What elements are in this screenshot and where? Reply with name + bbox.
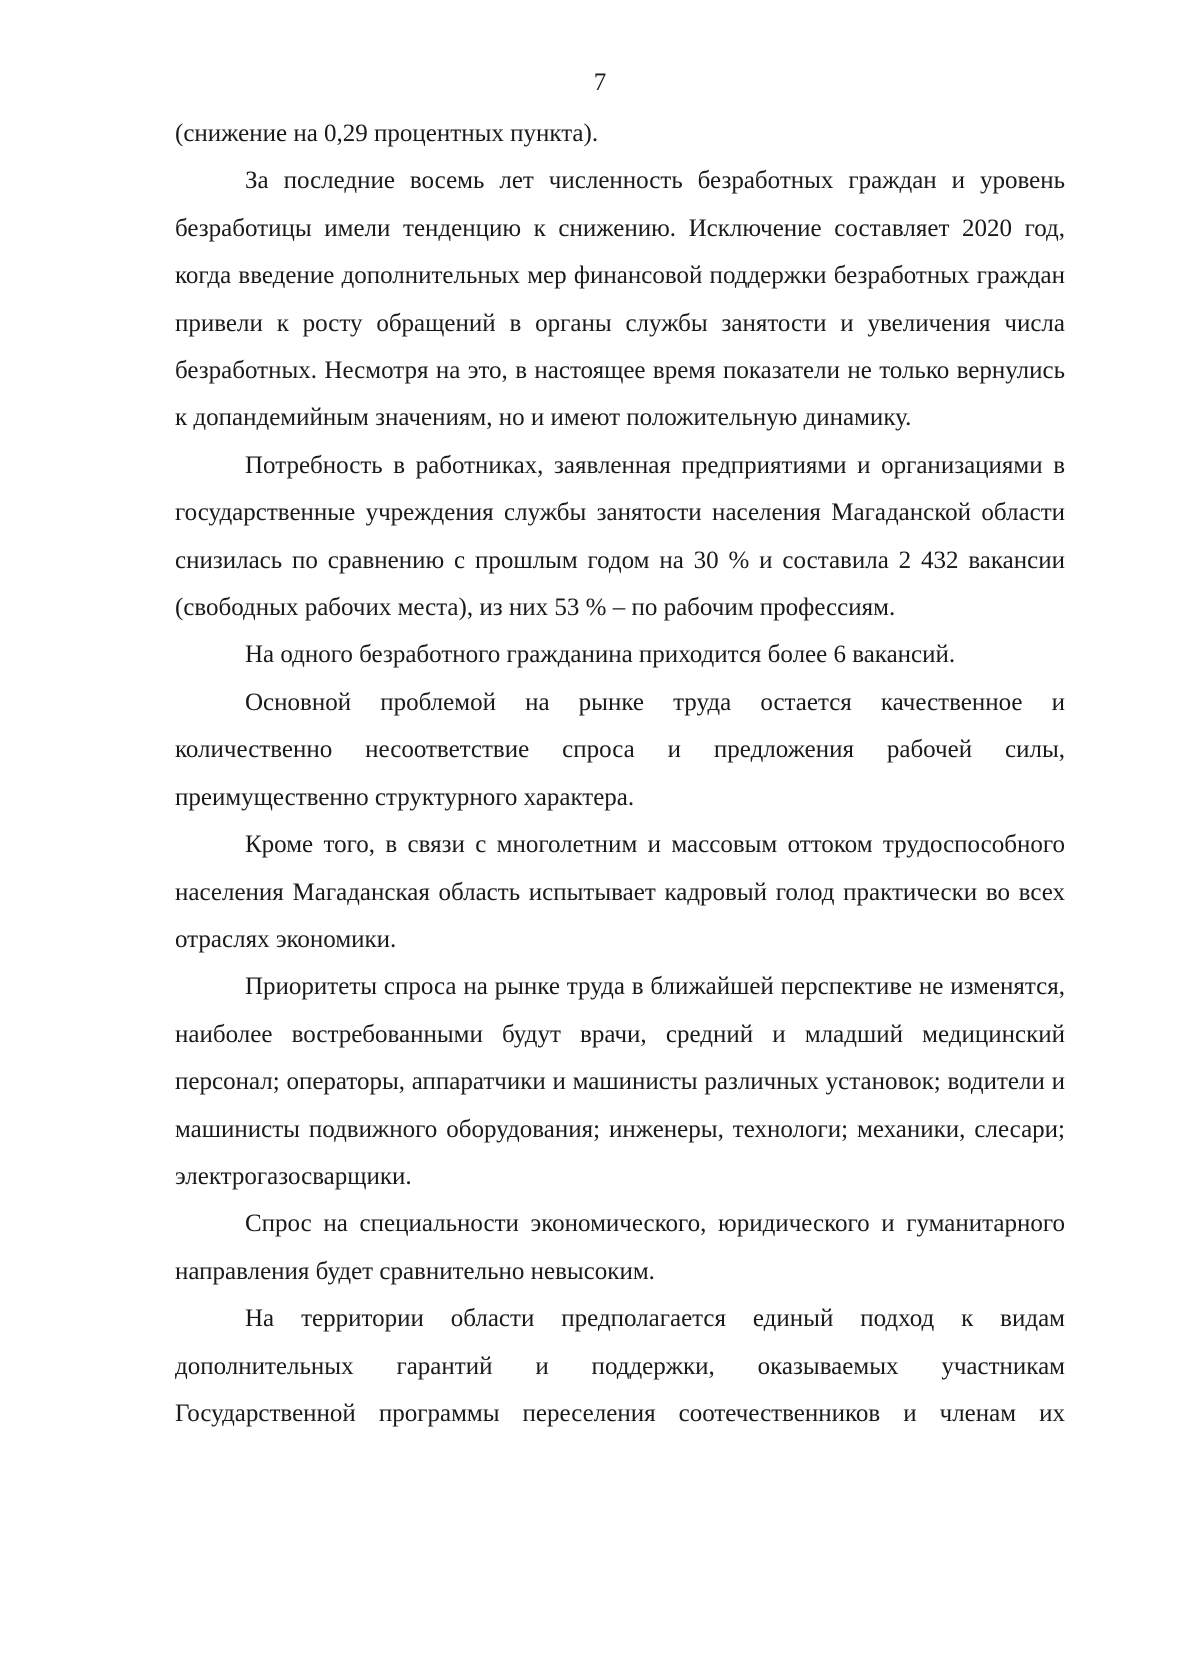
paragraph-vacancies-per-unemployed: На одного безработного гражданина приходится более 6 вакансий. [245, 641, 956, 669]
paragraph-main-problem: Основной проблемой на рынке труда остается качественное и количественно несоответствие спроса и предложения рабочей силы, преимущественно структурного характера. [175, 688, 1065, 811]
paragraph-continuation: (снижение на 0,29 процентных пункта). [175, 120, 599, 147]
paragraph-worker-demand: Потребность в работниках, заявленная предприятиями и организациями в государственные учреждения службы занятости населения Магаданской области снизилась по сравнению с прошлым годом на 30 % и составила 2 432 вакансии (свободных рабочих места), из них 53 % – по рабочим профессиям. [175, 451, 1065, 622]
page-number: 7 [593, 69, 607, 96]
paragraph-demand-priorities: Приоритеты спроса на рынке труда в ближайшей перспективе не изменятся, наиболее востребованными будут врачи, средний и младший медицинский персонал; операторы, аппаратчики и машинисты различных установок; водители и машинисты подвижного оборудования; инженеры, технологи; механики, слесари; электрогазосварщики. [175, 973, 1065, 1190]
paragraph-unemployment-trend: За последние восемь лет численность безработных граждан и уровень безработицы имели тенденцию к снижению. Исключение составляет 2020 год, когда введение дополнительных мер финансовой поддержки безработных граждан привели к росту обращений в органы службы занятости и увеличения числа безработных. Несмотря на это, в настоящее время показатели не только вернулись к допандемийным значениям, но и имеют положительную динамику. [175, 167, 1065, 432]
paragraph-resettlement-support: На территории области предполагается единый подход к видам дополнительных гарантий и поддержки, оказываемых участникам Государственной программы переселения соотечественников и членам их [175, 1305, 1065, 1427]
paragraph-labor-shortage: Кроме того, в связи с многолетним и массовым оттоком трудоспособного населения Магаданская область испытывает кадровый голод практически во всех отраслях экономики. [175, 831, 1065, 953]
paragraph-specialties-demand: Спрос на специальности экономического, юридического и гуманитарного направления будет сравнительно невысоким. [175, 1210, 1065, 1285]
document-body [175, 110, 1065, 1437]
